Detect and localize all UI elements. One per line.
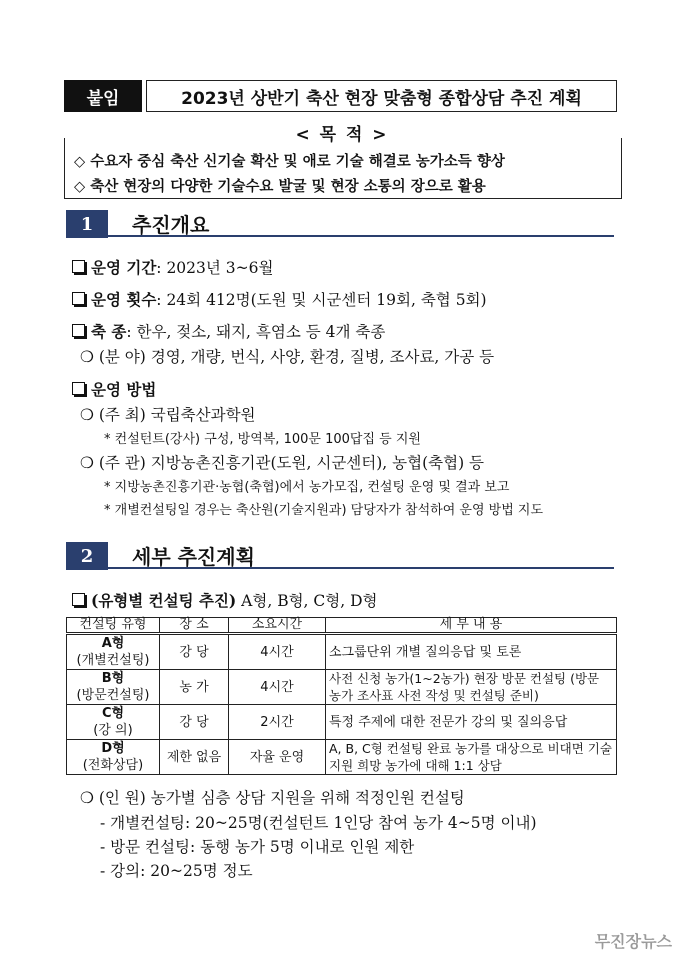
checkbox-icon xyxy=(72,260,85,273)
table-header-row xyxy=(67,618,617,634)
place-cell: 농 가 xyxy=(160,670,229,705)
table-header-cell: 컨설팅 유형 xyxy=(67,618,160,634)
desc-cell: 사전 신청 농가(1~2농가) 현장 방문 컨설팅 (방문 농가 조사표 사전 작성 및 컨설팅 준비) xyxy=(326,670,617,705)
method-line: 운영 방법 xyxy=(72,378,156,400)
table-header-cell: 장 소 xyxy=(160,618,229,634)
species-line: 축 종: 한우, 젖소, 돼지, 흑염소 등 4개 축종 xyxy=(72,320,385,342)
staff-item: - 개별컨설팅: 20~25명(컨설턴트 1인당 참여 농가 4~5명 이내) xyxy=(100,814,537,832)
section-number: 2 xyxy=(66,542,108,570)
place-cell: 강 당 xyxy=(160,705,229,740)
checkbox-icon xyxy=(72,292,85,305)
field-line: ❍ (분 야) 경영, 개량, 번식, 사양, 환경, 질병, 조사료, 가공 등 xyxy=(80,348,495,366)
checkbox-icon xyxy=(72,382,85,395)
time-cell: 자율 운영 xyxy=(229,740,326,775)
desc-cell: 소그룹단위 개별 질의응답 및 토론 xyxy=(326,634,617,670)
watermark: 무진장뉴스 xyxy=(594,932,672,951)
count-line: 운영 횟수: 24회 412명(도원 및 시군센터 19회, 축협 5회) xyxy=(72,288,487,310)
table-row xyxy=(67,740,617,775)
document-title: 2023년 상반기 축산 현장 맞춤형 종합상담 추진 계획 xyxy=(146,80,617,112)
type-cell: A형 (개별컨설팅) xyxy=(67,634,160,670)
staff-line: ❍ (인 원) 농가별 심층 상담 지원을 위해 적정인원 컨설팅 xyxy=(80,789,465,807)
time-cell: 4시간 xyxy=(229,634,326,670)
purpose-item: ◇ 수요자 중심 축산 신기술 확산 및 애로 기술 해결로 농가소득 향상 xyxy=(74,154,505,170)
section-divider xyxy=(108,235,614,237)
table-row xyxy=(67,705,617,740)
type-cell: C형 (강 의) xyxy=(67,705,160,740)
section-number: 1 xyxy=(66,210,108,238)
section-title: 추진개요 xyxy=(132,213,210,237)
desc-cell: 특정 주제에 대한 전문가 강의 및 질의응답 xyxy=(326,705,617,740)
staff-item: - 강의: 20~25명 정도 xyxy=(100,862,253,880)
type-cell: B형 (방문컨설팅) xyxy=(67,670,160,705)
staff-item: - 방문 컨설팅: 동행 농가 5명 이내로 인원 제한 xyxy=(100,838,415,856)
host-note: * 컨설턴트(강사) 구성, 방역복, 100문 100답집 등 지원 xyxy=(104,432,421,447)
table-row xyxy=(67,670,617,705)
host-line: ❍ (주 최) 국립축산과학원 xyxy=(80,406,256,424)
type-cell: D형 (전화상담) xyxy=(67,740,160,775)
place-cell: 강 당 xyxy=(160,634,229,670)
time-cell: 2시간 xyxy=(229,705,326,740)
organizer-note: * 지방농촌진흥기관·농협(축협)에서 농가모집, 컨설팅 운영 및 결과 보고 xyxy=(104,480,510,495)
table-header-cell: 세 부 내 용 xyxy=(326,618,617,634)
organizer-note: * 개별컨설팅일 경우는 축산원(기술지원과) 담당자가 참석하여 운영 방법 지도 xyxy=(104,503,544,518)
time-cell: 4시간 xyxy=(229,670,326,705)
table-header-cell: 소요시간 xyxy=(229,618,326,634)
place-cell: 제한 없음 xyxy=(160,740,229,775)
checkbox-icon xyxy=(72,593,85,606)
purpose-heading: < 목 적 > xyxy=(295,125,389,145)
purpose-item: ◇ 축산 현장의 다양한 기술수요 발굴 및 현장 소통의 장으로 활용 xyxy=(74,179,486,195)
table-row xyxy=(67,634,617,670)
organizer-line: ❍ (주 관) 지방농촌진흥기관(도원, 시군센터), 농협(축협) 등 xyxy=(80,454,485,472)
section-divider xyxy=(108,567,614,569)
attachment-label: 붙임 xyxy=(64,80,142,112)
checkbox-icon xyxy=(72,324,85,337)
section-title: 세부 추진계획 xyxy=(132,545,255,569)
desc-cell: A, B, C형 컨설팅 완료 농가를 대상으로 비대면 기술지원 희망 농가에 대해 1:1 상담 xyxy=(326,740,617,775)
type-line: (유형별 컨설팅 추진) A형, B형, C형, D형 xyxy=(72,589,378,611)
consulting-table xyxy=(66,617,617,775)
period-line: 운영 기간: 2023년 3~6월 xyxy=(72,256,273,278)
